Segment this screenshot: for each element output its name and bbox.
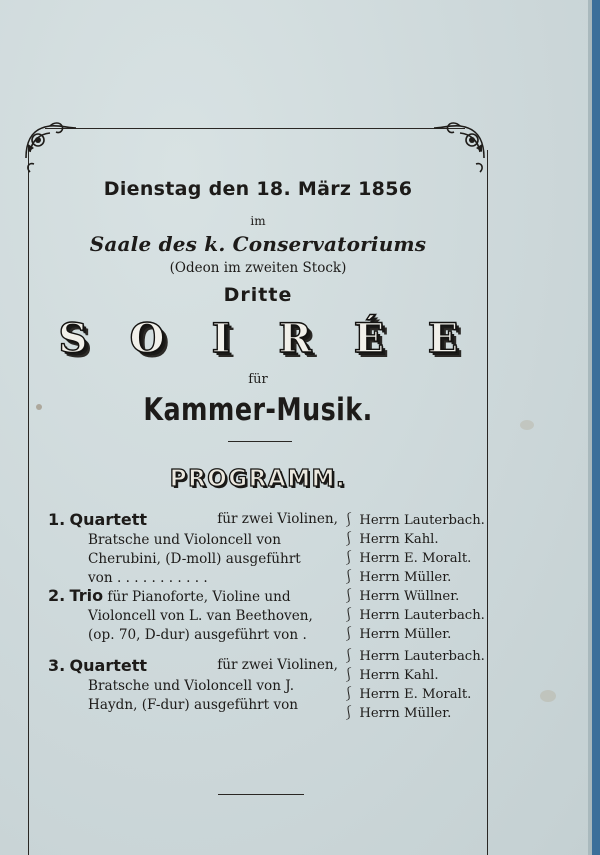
soiree-title: [50, 316, 466, 366]
paper-stain: [36, 404, 42, 410]
item-line: für Pianoforte, Violine und: [107, 589, 291, 605]
program-item-3: [48, 656, 338, 715]
item-line: Bratsche und Violoncell von: [88, 532, 281, 548]
item-number: 3.: [48, 656, 66, 675]
venue-note: (Odeon im zweiten Stock): [169, 260, 347, 276]
player-name: ⎰ Herrn Lauterbach.: [342, 513, 485, 528]
genre-title: Kammer-Musik.: [143, 392, 373, 428]
frame-left-border: [28, 150, 29, 855]
soiree-letter: R: [278, 315, 312, 362]
corner-ornament-icon: [432, 118, 490, 176]
soiree-letter: I: [211, 315, 231, 362]
player-name: ⎰ Herrn E. Moralt.: [342, 551, 472, 566]
program-item-first-line: [48, 586, 338, 607]
divider-rule: [228, 441, 292, 442]
player-name: ⎰ Herrn Müller.: [342, 706, 452, 721]
player-name: ⎰ Herrn Müller.: [342, 570, 452, 585]
player-name: ⎰ Herrn Kahl.: [342, 668, 439, 683]
item-line: (op. 70, D-dur) ausgeführt von .: [88, 627, 307, 643]
players-item-2: [342, 587, 485, 644]
frame-top-border: [45, 128, 465, 129]
venue-preposition: im: [250, 214, 266, 228]
players-item-3: [342, 647, 485, 723]
item-line: Violoncell von L. van Beethoven,: [88, 608, 313, 624]
item-line: für zwei Violinen,: [217, 657, 338, 673]
item-line: Cherubini, (D-moll) ausgeführt: [88, 551, 301, 567]
soiree-letter: E: [427, 315, 459, 362]
concert-date: Dienstag den 18. März 1856: [103, 178, 413, 200]
soiree-letter: É: [353, 315, 385, 362]
program-item-2: [48, 586, 338, 645]
venue-name: Saale des k. Conservatoriums: [89, 232, 427, 256]
item-number: 2.: [48, 586, 66, 605]
program-heading: PROGRAMM.: [169, 466, 347, 492]
item-line: Bratsche und Violoncell von J.: [88, 678, 295, 694]
item-title: Trio: [69, 586, 104, 605]
player-name: ⎰ Herrn E. Moralt.: [342, 687, 472, 702]
players-item-1: [342, 511, 485, 587]
item-line: Haydn, (F-dur) ausgeführt von: [88, 697, 299, 713]
paper-stain: [520, 420, 534, 430]
item-title: Quartett: [69, 510, 148, 529]
item-number: 1.: [48, 510, 66, 529]
soiree-letter: S: [58, 315, 88, 362]
player-name: ⎰ Herrn Lauterbach.: [342, 608, 485, 623]
program-item-first-line: [48, 656, 338, 677]
program-item-first-line: [48, 510, 338, 531]
item-line: von . . . . . . . . . . .: [88, 570, 208, 586]
player-name: ⎰ Herrn Müller.: [342, 627, 452, 642]
player-name: ⎰ Herrn Lauterbach.: [342, 649, 485, 664]
item-line: für zwei Violinen,: [217, 511, 338, 527]
page-edge-shadow: [588, 0, 592, 855]
frame-right-border: [487, 150, 488, 855]
player-name: ⎰ Herrn Wüllner.: [342, 589, 460, 604]
paper-stain: [540, 690, 556, 702]
item-title: Quartett: [69, 656, 148, 675]
page-edge: [592, 0, 600, 855]
divider-rule: [218, 794, 304, 795]
player-name: ⎰ Herrn Kahl.: [342, 532, 439, 547]
program-item-1: [48, 510, 338, 588]
genre-preposition: für: [248, 372, 268, 387]
corner-ornament-icon: [20, 118, 78, 176]
soiree-letter: O: [129, 315, 165, 362]
soiree-ordinal: Dritte: [223, 284, 293, 306]
